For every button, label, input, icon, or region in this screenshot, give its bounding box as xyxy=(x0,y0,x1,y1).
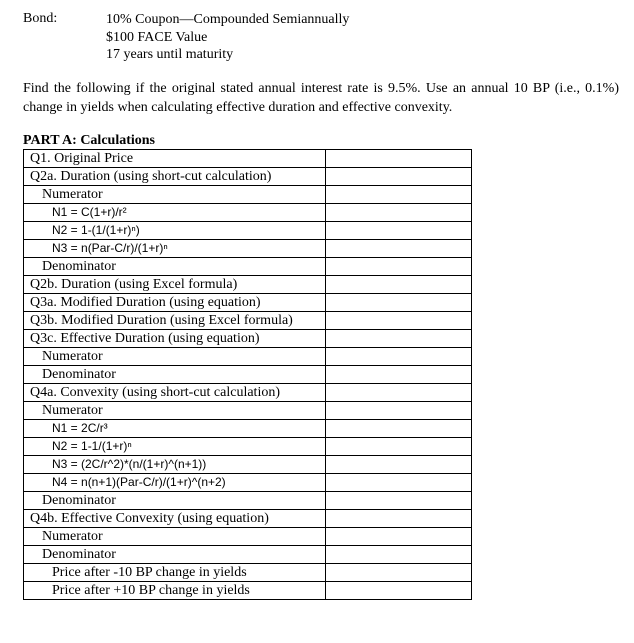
answer-cell-q4a-n3[interactable] xyxy=(326,456,472,474)
row-label-q2a-denominator: Denominator xyxy=(24,258,326,276)
row-label-q4b-numerator: Numerator xyxy=(24,528,326,546)
bond-details xyxy=(106,11,349,64)
row-label-q4b-denominator: Denominator xyxy=(24,546,326,564)
answer-cell-q2a-n3[interactable] xyxy=(326,240,472,258)
table-row xyxy=(24,438,472,456)
answer-cell-q3a[interactable] xyxy=(326,294,472,312)
answer-cell-q3c-numerator[interactable] xyxy=(326,348,472,366)
answer-cell-q3b[interactable] xyxy=(326,312,472,330)
table-row xyxy=(24,420,472,438)
table-row xyxy=(24,222,472,240)
row-label-q4a-n1: N1 = 2C/r³ xyxy=(24,420,326,438)
table-row xyxy=(24,312,472,330)
table-row xyxy=(24,330,472,348)
row-label-q1: Q1. Original Price xyxy=(24,150,326,168)
answer-cell-q4a[interactable] xyxy=(326,384,472,402)
table-row xyxy=(24,456,472,474)
table-row xyxy=(24,150,472,168)
table-row xyxy=(24,546,472,564)
table-row xyxy=(24,528,472,546)
table-row xyxy=(24,384,472,402)
table-row xyxy=(24,240,472,258)
table-row xyxy=(24,276,472,294)
answer-cell-q2a-numerator[interactable] xyxy=(326,186,472,204)
table-row xyxy=(24,402,472,420)
table-row xyxy=(24,186,472,204)
bond-face-value: $100 FACE Value xyxy=(106,29,208,45)
row-label-q3c-numerator: Numerator xyxy=(24,348,326,366)
answer-cell-q4a-denominator[interactable] xyxy=(326,492,472,510)
answer-cell-q2a[interactable] xyxy=(326,168,472,186)
answer-cell-q3c[interactable] xyxy=(326,330,472,348)
row-label-price-minus-10bp: Price after -10 BP change in yields xyxy=(24,564,326,582)
row-label-q2a: Q2a. Duration (using short-cut calculation) xyxy=(24,168,326,186)
row-label-price-plus-10bp: Price after +10 BP change in yields xyxy=(24,582,326,600)
answer-cell-q2a-n2[interactable] xyxy=(326,222,472,240)
part-a-title: PART A: Calculations xyxy=(23,133,156,148)
row-label-q3c: Q3c. Effective Duration (using equation) xyxy=(24,330,326,348)
answer-cell-price-minus-10bp[interactable] xyxy=(326,564,472,582)
bond-coupon: 10% Coupon—Compounded Semiannually xyxy=(106,12,350,27)
bond-maturity: 17 years until maturity xyxy=(106,47,234,62)
table-row xyxy=(24,582,472,600)
row-label-q4a-n2: N2 = 1-1/(1+r)ⁿ xyxy=(24,438,326,456)
row-label-q4a-numerator: Numerator xyxy=(24,402,326,420)
calculations-table xyxy=(23,149,472,600)
row-label-q4a-n4: N4 = n(n+1)(Par-C/r)/(1+r)^(n+2) xyxy=(24,474,326,492)
row-label-q2a-numerator: Numerator xyxy=(24,186,326,204)
table-row xyxy=(24,564,472,582)
answer-cell-q4a-n2[interactable] xyxy=(326,438,472,456)
instructions: Find the following if the original stated annual interest rate is 9.5%. Use an annual 10 BP (i.e., 0.1%) change in yields when calculating effective duration and effective convexity. xyxy=(23,81,619,115)
answer-cell-q4b-numerator[interactable] xyxy=(326,528,472,546)
table-row xyxy=(24,348,472,366)
answer-cell-q2a-denominator[interactable] xyxy=(326,258,472,276)
row-label-q2b: Q2b. Duration (using Excel formula) xyxy=(24,276,326,294)
table-row xyxy=(24,510,472,528)
answer-cell-price-plus-10bp[interactable] xyxy=(326,582,472,600)
answer-cell-q1[interactable] xyxy=(326,150,472,168)
table-row xyxy=(24,168,472,186)
row-label-q4a-denominator: Denominator xyxy=(24,492,326,510)
row-label-q2a-n1: N1 = C(1+r)/r² xyxy=(24,204,326,222)
bond-label: Bond: xyxy=(23,11,58,26)
row-label-q4a-n3: N3 = (2C/r^2)*(n/(1+r)^(n+1)) xyxy=(24,456,326,474)
table-row xyxy=(24,492,472,510)
answer-cell-q4a-n4[interactable] xyxy=(326,474,472,492)
row-label-q4b: Q4b. Effective Convexity (using equation) xyxy=(24,510,326,528)
answer-cell-q3c-denominator[interactable] xyxy=(326,366,472,384)
row-label-q3b: Q3b. Modified Duration (using Excel formula) xyxy=(24,312,326,330)
table-row xyxy=(24,294,472,312)
table-row xyxy=(24,474,472,492)
row-label-q3a: Q3a. Modified Duration (using equation) xyxy=(24,294,326,312)
table-row xyxy=(24,204,472,222)
table-row xyxy=(24,258,472,276)
row-label-q2a-n2: N2 = 1-(1/(1+r)ⁿ) xyxy=(24,222,326,240)
answer-cell-q4b-denominator[interactable] xyxy=(326,546,472,564)
row-label-q3c-denominator: Denominator xyxy=(24,366,326,384)
answer-cell-q4a-numerator[interactable] xyxy=(326,402,472,420)
row-label-q2a-n3: N3 = n(Par-C/r)/(1+r)ⁿ xyxy=(24,240,326,258)
answer-cell-q2a-n1[interactable] xyxy=(326,204,472,222)
answer-cell-q4a-n1[interactable] xyxy=(326,420,472,438)
table-row xyxy=(24,366,472,384)
answer-cell-q4b[interactable] xyxy=(326,510,472,528)
row-label-q4a: Q4a. Convexity (using short-cut calculation) xyxy=(24,384,326,402)
answer-cell-q2b[interactable] xyxy=(326,276,472,294)
